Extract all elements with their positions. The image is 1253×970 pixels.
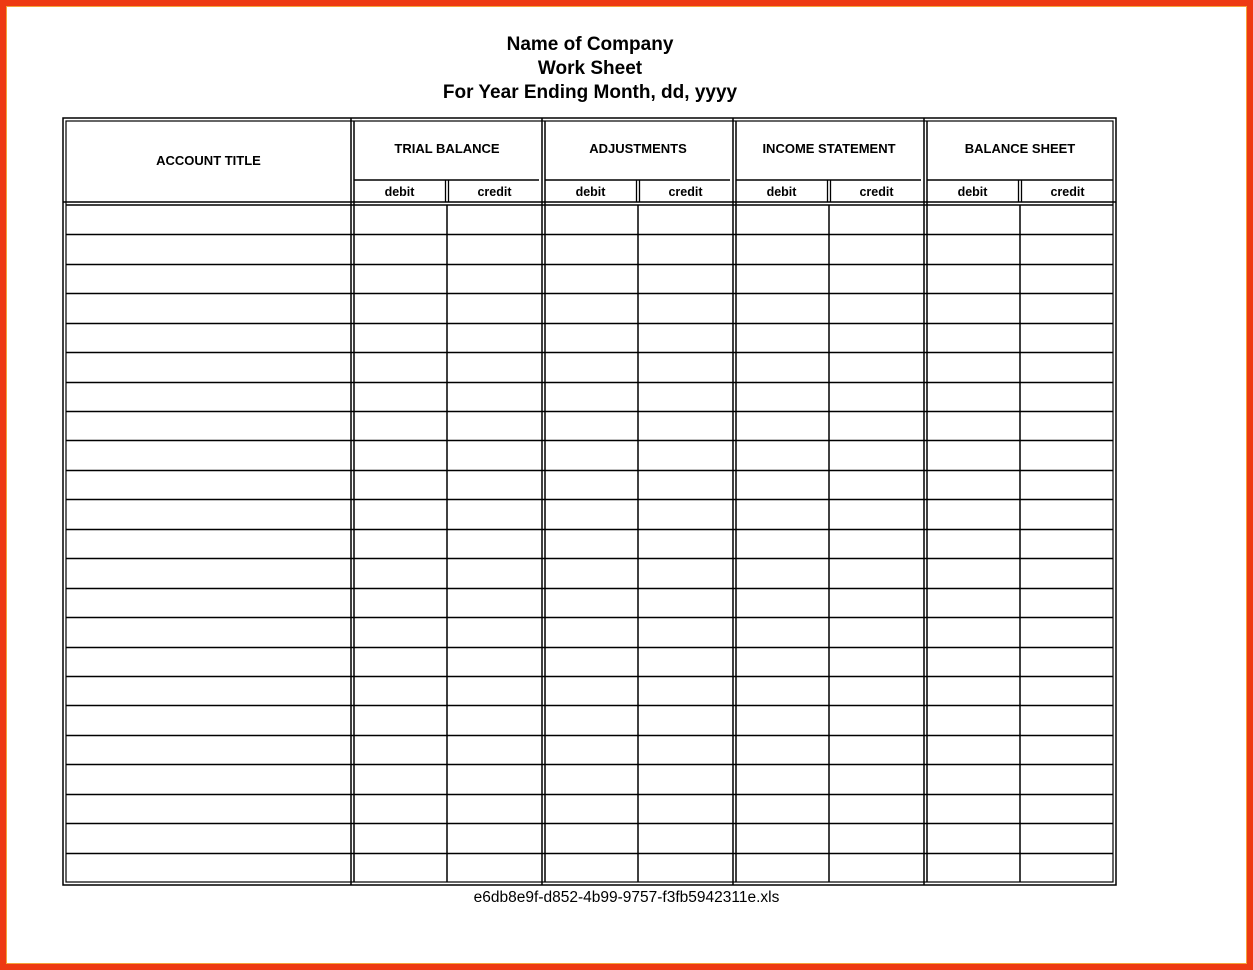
- adjustments-debit: debit: [575, 185, 606, 199]
- file-name: e6db8e9f-d852-4b99-9757-f3fb5942311e.xls: [473, 889, 780, 906]
- adjustments-header: ADJUSTMENTS: [589, 141, 687, 156]
- company-name: Name of Company: [506, 34, 674, 55]
- balance-sheet-debit: debit: [957, 185, 988, 199]
- worksheet-table: [62, 117, 1117, 886]
- period-line: For Year Ending Month, dd, yyyy: [442, 82, 738, 103]
- account-title-header: ACCOUNT TITLE: [156, 153, 261, 168]
- trial-balance-header: TRIAL BALANCE: [394, 141, 500, 156]
- balance-sheet-header: BALANCE SHEET: [964, 141, 1076, 156]
- worksheet-grid: [62, 117, 1117, 886]
- adjustments-credit: credit: [668, 185, 703, 199]
- outer-border: [63, 118, 1116, 885]
- income-statement-credit: credit: [859, 185, 894, 199]
- income-statement-debit: debit: [766, 185, 797, 199]
- balance-sheet-credit: credit: [1050, 185, 1085, 199]
- worksheet-title: Work Sheet: [537, 58, 643, 79]
- trial-balance-credit: credit: [477, 185, 512, 199]
- trial-balance-debit: debit: [384, 185, 415, 199]
- income-statement-header: INCOME STATEMENT: [762, 141, 896, 156]
